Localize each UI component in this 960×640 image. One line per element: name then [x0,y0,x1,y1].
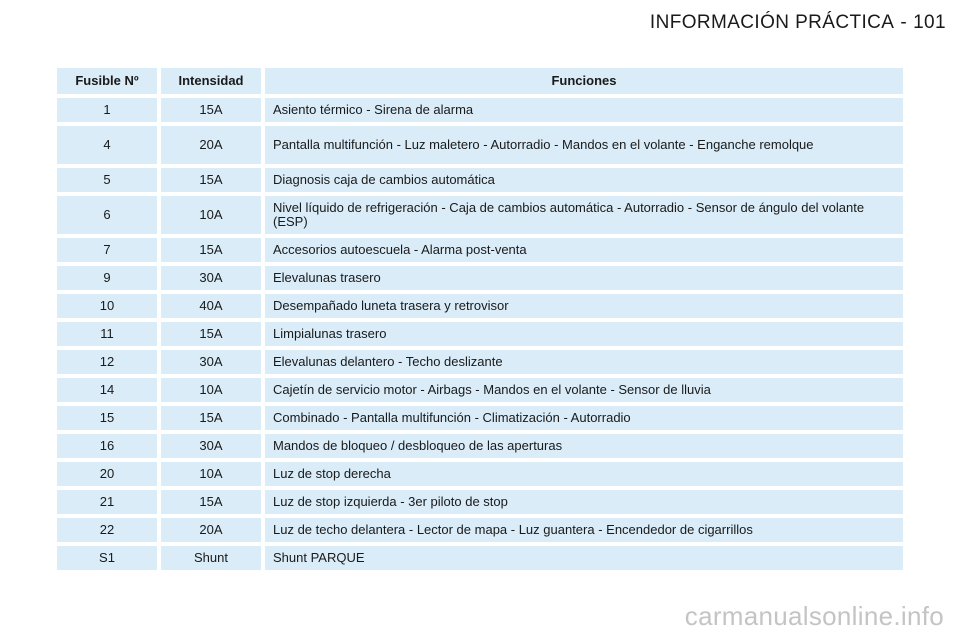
fuse-number: 15 [57,406,157,430]
table-row [57,238,903,262]
fuse-number: 10 [57,294,157,318]
fuse-number: 22 [57,518,157,542]
fuse-functions: Diagnosis caja de cambios automática [265,168,903,192]
fuse-amperage: 10A [161,378,261,402]
fuse-amperage: Shunt [161,546,261,570]
table-row [57,294,903,318]
fuse-number: 5 [57,168,157,192]
fuse-amperage: 15A [161,406,261,430]
fuse-functions: Limpialunas trasero [265,322,903,346]
table-row [57,406,903,430]
column-header-functions: Funciones [265,68,903,94]
fuse-amperage: 20A [161,126,261,164]
fuse-number: 1 [57,98,157,122]
fuse-number: 11 [57,322,157,346]
fuse-amperage: 15A [161,238,261,262]
table-row [57,490,903,514]
table-row [57,126,903,164]
table-row [57,196,903,234]
fuse-amperage: 20A [161,518,261,542]
table-row [57,434,903,458]
fuse-functions: Nivel líquido de refrigeración - Caja de cambios automática - Autorradio - Sensor de ángulo del volante (ESP) [265,196,903,234]
fuse-number: 6 [57,196,157,234]
column-header-fuse: Fusible Nº [57,68,157,94]
fuse-amperage: 10A [161,196,261,234]
table-header-row [57,68,903,94]
fuse-amperage: 15A [161,490,261,514]
table-row [57,98,903,122]
page-number: 101 [913,12,946,33]
fuse-number: 12 [57,350,157,374]
fuse-functions: Shunt PARQUE [265,546,903,570]
fuse-functions: Asiento térmico - Sirena de alarma [265,98,903,122]
fuse-number: S1 [57,546,157,570]
watermark: carmanualsonline.info [684,601,944,631]
fuse-amperage: 30A [161,266,261,290]
fuse-functions: Pantalla multifunción - Luz maletero - Autorradio - Mandos en el volante - Enganche remolque [265,126,903,164]
fuse-functions: Desempañado luneta trasera y retrovisor [265,294,903,318]
table-row [57,168,903,192]
fuse-functions: Elevalunas trasero [265,266,903,290]
page-header [650,12,946,34]
fuse-functions: Accesorios autoescuela - Alarma post-venta [265,238,903,262]
fuse-functions: Luz de stop izquierda - 3er piloto de stop [265,490,903,514]
fuse-functions: Luz de stop derecha [265,462,903,486]
fuse-functions: Cajetín de servicio motor - Airbags - Mandos en el volante - Sensor de lluvia [265,378,903,402]
fuse-number: 20 [57,462,157,486]
fuse-amperage: 40A [161,294,261,318]
column-header-amperage: Intensidad [161,68,261,94]
fuse-number: 4 [57,126,157,164]
fuse-number: 16 [57,434,157,458]
table-row [57,546,903,570]
fuse-number: 14 [57,378,157,402]
table-row [57,266,903,290]
table-row [57,322,903,346]
table-row [57,378,903,402]
fuse-amperage: 15A [161,98,261,122]
fuse-functions: Luz de techo delantera - Lector de mapa - Luz guantera - Encendedor de cigarrillos [265,518,903,542]
section-title: INFORMACIÓN PRÁCTICA [649,12,895,33]
fuse-amperage: 15A [161,168,261,192]
fuse-functions: Combinado - Pantalla multifunción - Climatización - Autorradio [265,406,903,430]
table-row [57,518,903,542]
fuse-amperage: 15A [161,322,261,346]
fuse-number: 7 [57,238,157,262]
fuse-number: 9 [57,266,157,290]
fuse-amperage: 30A [161,350,261,374]
fuse-amperage: 30A [161,434,261,458]
fuse-functions: Elevalunas delantero - Techo deslizante [265,350,903,374]
fuse-table [57,68,903,574]
table-row [57,350,903,374]
fuse-amperage: 10A [161,462,261,486]
fuse-number: 21 [57,490,157,514]
fuse-functions: Mandos de bloqueo / desbloqueo de las aperturas [265,434,903,458]
header-separator: - [900,12,908,33]
table-row [57,462,903,486]
